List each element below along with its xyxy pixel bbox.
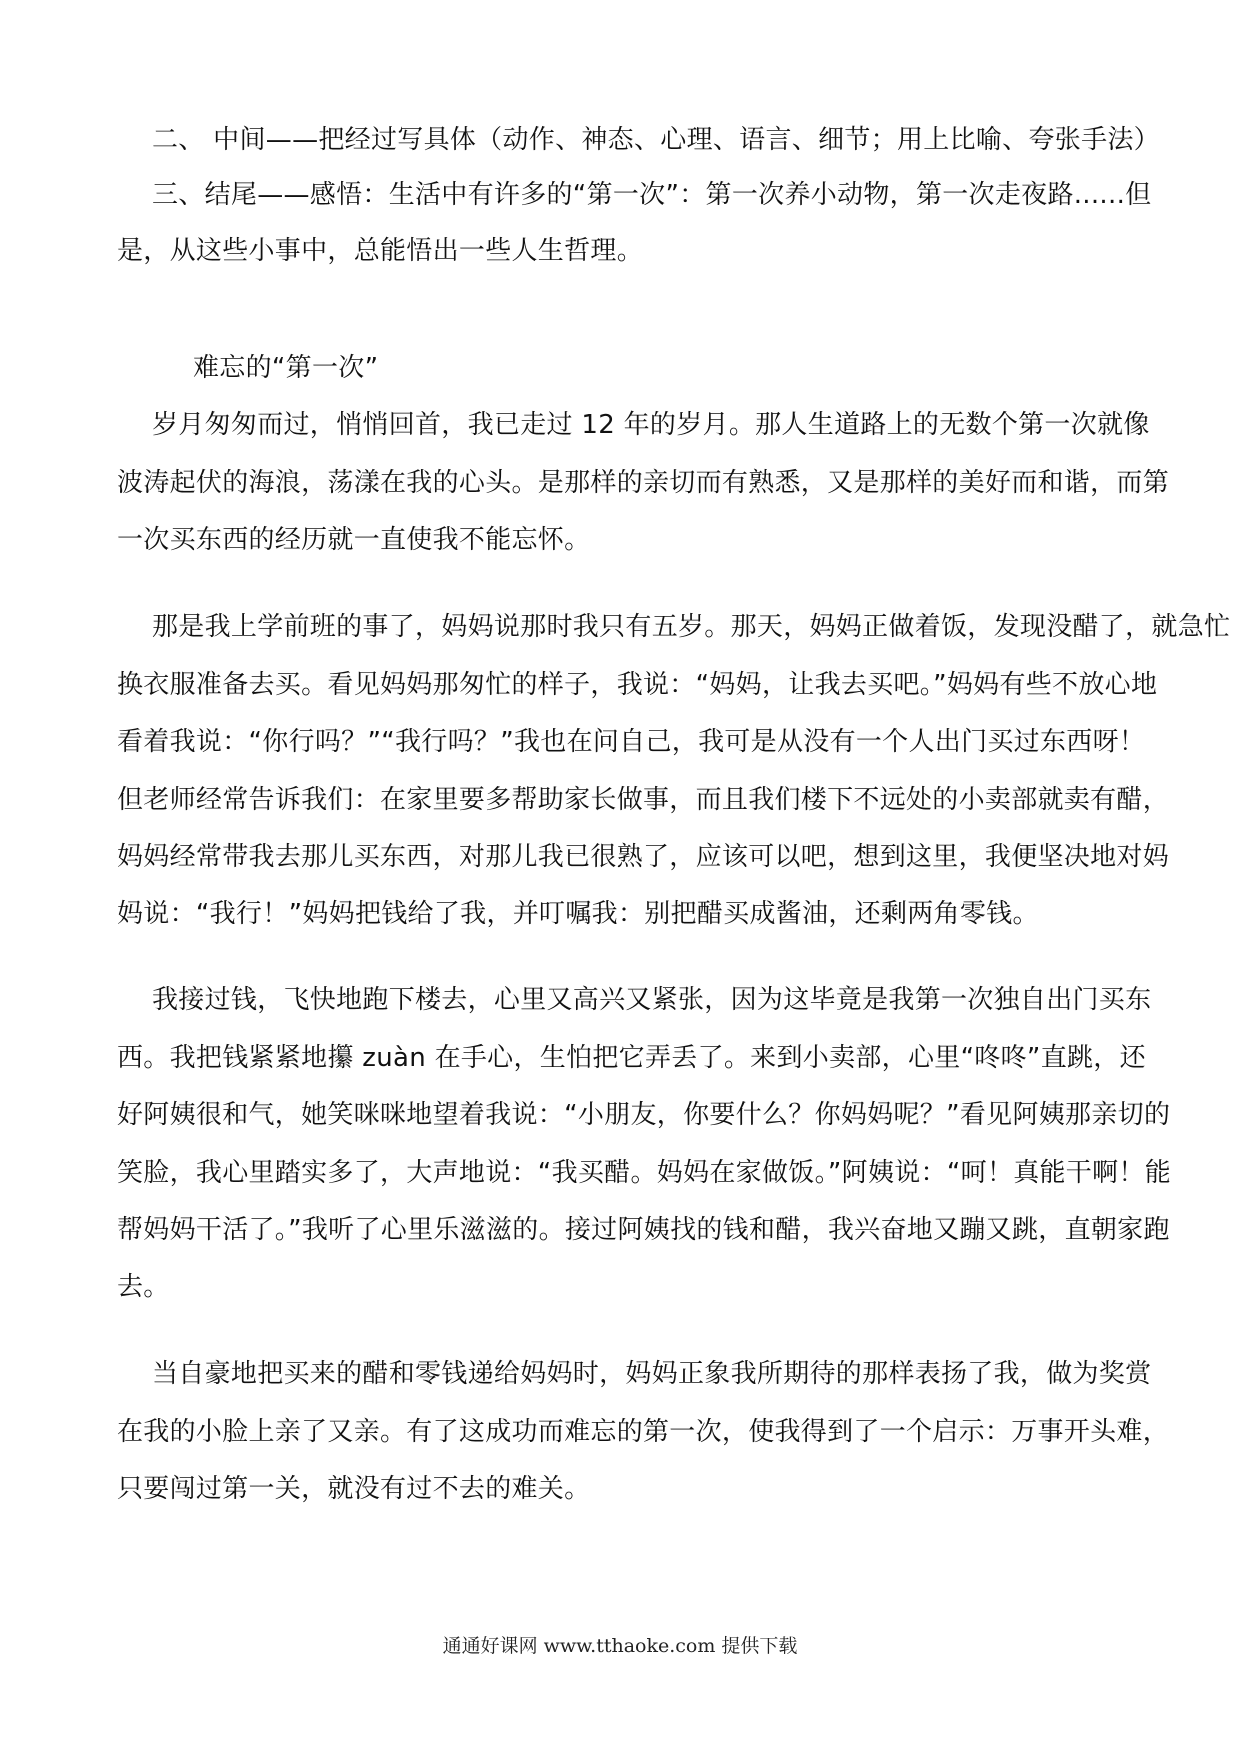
essay-paragraph-4-line-2: 在我的小脸上亲了又亲。有了这成功而难忘的第一次，使我得到了一个启示：万事开头难，: [117, 1417, 1170, 1447]
essay-paragraph-3-line-2: 西。我把钱紧紧地攥 zuàn 在手心，生怕把它弄丢了。来到小卖部，心里“咚咚”直跳，还: [117, 1043, 1146, 1073]
essay-paragraph-4-line-3: 只要闯过第一关，就没有过不去的难关。: [117, 1474, 591, 1504]
essay-paragraph-4-line-1: 当自豪地把买来的醋和零钱递给妈妈时，妈妈正象我所期待的那样表扬了我，做为奖赏: [152, 1359, 1152, 1389]
essay-title: 难忘的“第一次”: [193, 353, 379, 383]
outline-ending-line1: 三、结尾——感悟：生活中有许多的“第一次”：第一次养小动物，第一次走夜路......但: [152, 180, 1152, 210]
essay-paragraph-2-line-4: 但老师经常告诉我们：在家里要多帮助家长做事，而且我们楼下不远处的小卖部就卖有醋，: [117, 785, 1170, 815]
essay-paragraph-3-line-1: 我接过钱，飞快地跑下楼去，心里又高兴又紧张，因为这毕竟是我第一次独自出门买东: [152, 985, 1152, 1015]
outline-middle: 二、 中间——把经过写具体（动作、神态、心理、语言、细节；用上比喻、夸张手法）: [152, 125, 1160, 155]
essay-paragraph-1-line-1: 岁月匆匆而过，悄悄回首，我已走过 12 年的岁月。那人生道路上的无数个第一次就像: [152, 410, 1150, 440]
essay-paragraph-2-line-2: 换衣服准备去买。看见妈妈那匆忙的样子，我说：“妈妈，让我去买吧。”妈妈有些不放心地: [117, 670, 1158, 700]
essay-paragraph-3-line-3: 好阿姨很和气，她笑咪咪地望着我说：“小朋友，你要什么？你妈妈呢？”看见阿姨那亲切的: [117, 1100, 1171, 1130]
essay-paragraph-2-line-6: 妈说：“我行！”妈妈把钱给了我，并叮嘱我：别把醋买成酱油，还剩两角零钱。: [117, 899, 1039, 929]
essay-paragraph-3-line-5: 帮妈妈干活了。”我听了心里乐滋滋的。接过阿姨找的钱和醋，我兴奋地又蹦又跳，直朝家跑: [117, 1215, 1170, 1245]
essay-paragraph-3-line-4: 笑脸，我心里踏实多了，大声地说：“我买醋。妈妈在家做饭。”阿姨说：“呵！真能干啊！能: [117, 1158, 1172, 1188]
essay-paragraph-2-line-5: 妈妈经常带我去那儿买东西，对那儿我已很熟了，应该可以吧，想到这里，我便坚决地对妈: [117, 842, 1170, 872]
essay-paragraph-1-line-3: 一次买东西的经历就一直使我不能忘怀。: [117, 525, 591, 555]
footer-credit: 通通好课网 www.tthaoke.com 提供下载: [442, 1635, 798, 1657]
essay-paragraph-2-line-3: 看着我说：“你行吗？”“我行吗？”我也在问自己，我可是从没有一个人出门买过东西呀！: [117, 727, 1146, 757]
essay-paragraph-2-line-1: 那是我上学前班的事了，妈妈说那时我只有五岁。那天，妈妈正做着饭，发现没醋了，就急忙: [152, 612, 1231, 642]
outline-ending-line2: 是，从这些小事中，总能悟出一些人生哲理。: [117, 236, 644, 266]
essay-paragraph-1-line-2: 波涛起伏的海浪，荡漾在我的心头。是那样的亲切而有熟悉，又是那样的美好而和谐，而第: [117, 468, 1170, 498]
essay-paragraph-3-line-6: 去。: [117, 1272, 170, 1302]
